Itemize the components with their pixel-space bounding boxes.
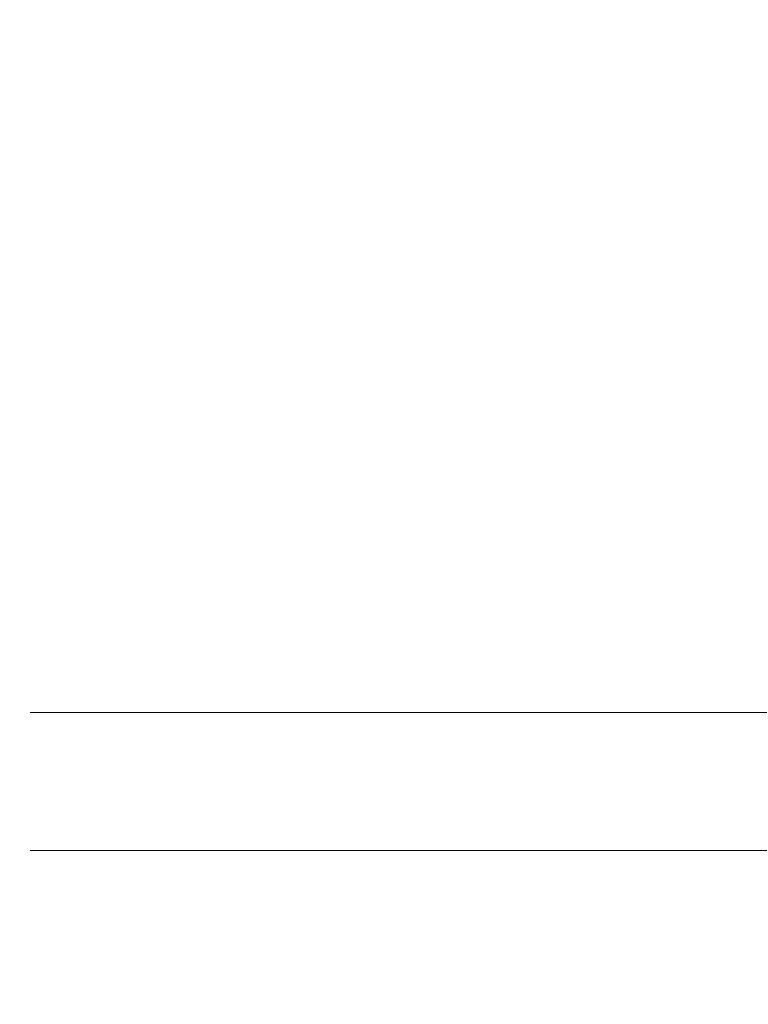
divider xyxy=(30,850,767,851)
divider xyxy=(30,712,767,713)
